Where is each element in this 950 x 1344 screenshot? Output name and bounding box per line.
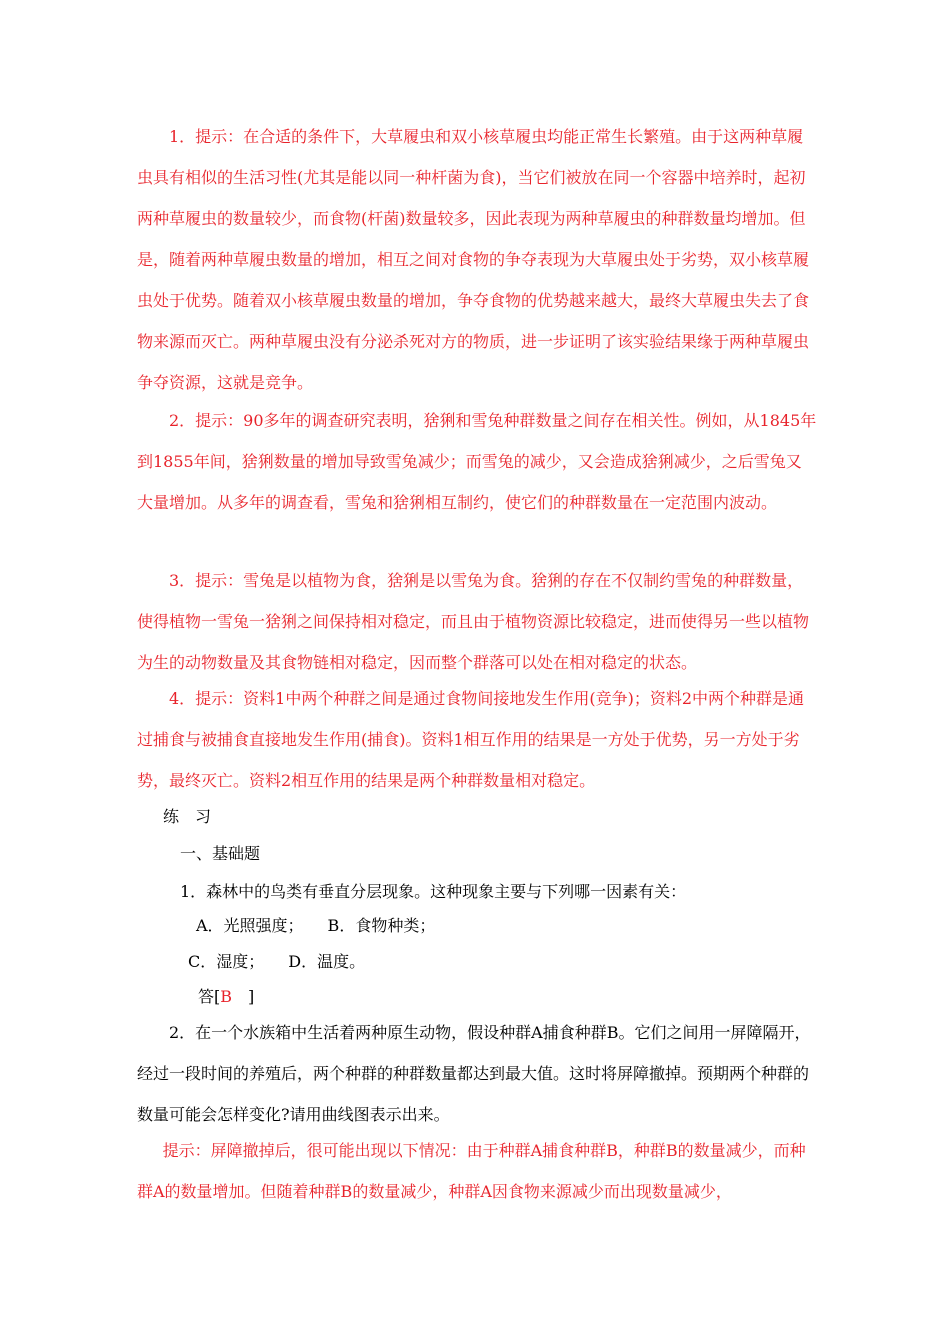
- question-1-answer: [198, 987, 254, 1007]
- question-1-options-a-b: A．光照强度； B．食物种类；: [196, 916, 436, 935]
- answer-paragraph-3: 3．提示：雪兔是以植物为食，猞猁是以雪兔为食。猞猁的存在不仅制约雪兔的种群数量，使得植物一雪兔一猞猁之间保持相对稳定，而且由于植物资源比较稳定，进而使得另一些以植物为生的动物数量及其食物链相对稳定，因而整个群落可以处在相对稳定的状态。: [137, 571, 810, 672]
- question-1-text: 1．森林中的鸟类有垂直分层现象。这种现象主要与下列哪一因素有关：: [180, 882, 687, 901]
- section-heading: 一、基础题: [180, 844, 261, 863]
- question-2-hint: 提示：屏障撤掉后，很可能出现以下情况：由于种群A捕食种群B，种群B的数量减少，而种群A的数量增加。但随着种群B的数量减少，种群A因食物来源减少而出现数量减少，: [137, 1141, 806, 1201]
- answer-bracket-close: ]: [232, 987, 255, 1006]
- answer-value: B: [220, 987, 233, 1006]
- question-1-options-c-d: C．湿度； D．温度。: [188, 952, 366, 971]
- exercise-heading: 练 习: [163, 807, 212, 826]
- answer-paragraph-1: 1．提示：在合适的条件下，大草履虫和双小核草履虫均能正常生长繁殖。由于这两种草履虫具有相似的生活习性(尤其是能以同一种杆菌为食)，当它们被放在同一个容器中培养时，起初两种草履虫的数量较少，而食物(杆菌)数量较多，因此表现为两种草履虫的种群数量均增加。但是，随着两种草履虫数量的增加，相互之间对食物的争夺表现为大草履虫处于劣势，双小核草履虫处于优势。随着双小核草履虫数量的增加，争夺食物的优势越来越大，最终大草履虫失去了食物来源而灭亡。两种草履虫没有分泌杀死对方的物质，进一步证明了该实验结果缘于两种草履虫争夺资源，这就是竞争。: [137, 127, 810, 392]
- question-2-text: 2．在一个水族箱中生活着两种原生动物，假设种群A捕食种群B。它们之间用一屏障隔开，经过一段时间的养殖后，两个种群的种群数量都达到最大值。这时将屏障撤掉。预期两个种群的数量可能会怎样变化?请用曲线图表示出来。: [137, 1023, 811, 1124]
- answer-paragraph-4: 4．提示：资料1中两个种群之间是通过食物间接地发生作用(竞争)；资料2中两个种群是通过捕食与被捕食直接地发生作用(捕食)。资料1相互作用的结果是一方处于优势，另一方处于劣势，最终灭亡。资料2相互作用的结果是两个种群数量相对稳定。: [137, 689, 805, 790]
- answer-bracket-open: 答[: [198, 987, 221, 1006]
- answer-paragraph-2: 2．提示：90多年的调查研究表明，猞猁和雪兔种群数量之间存在相关性。例如，从1845年到1855年间，猞猁数量的增加导致雪兔减少；而雪兔的减少，又会造成猞猁减少，之后雪兔又大量增加。从多年的调查看，雪兔和猞猁相互制约，使它们的种群数量在一定范围内波动。: [137, 411, 817, 512]
